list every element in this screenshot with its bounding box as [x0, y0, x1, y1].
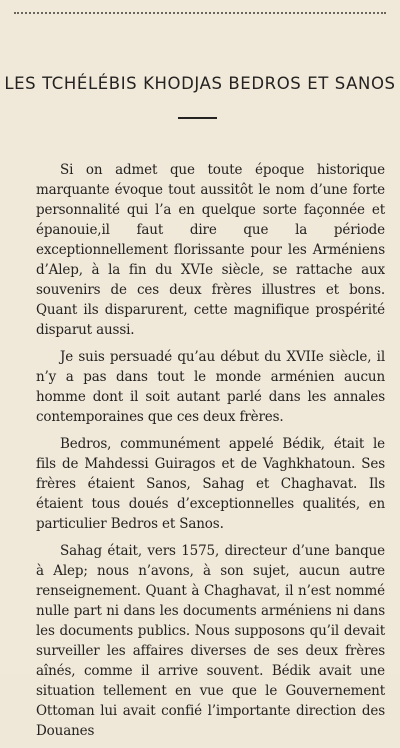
- body-text: [36, 160, 385, 748]
- paragraph-4: Sahag était, vers 1575, directeur d’une banque à Alep; nous n’avons, à son sujet, aucun autre renseignement. Quant à Chaghavat, il n’est nommé nulle part ni dans les documents arméniens ni dans les documents publics. Nous supposons qu’il devait surveiller les affaires diverses de ses deux frères aînés, comme il arrive souvent. Bédik avait une situation tellement en vue que le Gouvernement Ottoman lui avait confié l’importante direction des Douanes: [36, 543, 385, 739]
- chapter-title: LES TCHÉLÉBIS KHODJAS BEDROS ET SANOS: [4, 74, 396, 93]
- top-dotted-rule: [14, 12, 386, 14]
- paragraph-1: Si on admet que toute époque historique marquante évoque tout aussitôt le nom d’une forte personnalité qui l’a en quelque sorte façonnée et épanouie,il faut dire que la période exceptionnellement florissante pour les Arméniens d’Alep, à la fin du XVIe siècle, se rattache aux souvenirs de ces deux frères illustres et bons. Quant ils disparurent, cette magnifique prospérité disparut aussi.: [36, 162, 385, 338]
- paragraph-3: Bedros, communément appelé Bédik, était le fils de Mahdessi Guiragos et de Vaghkhatoun. Ses frères étaient Sanos, Sahag et Chaghavat. Ils étaient tous doués d’exceptionnelles qualités, en particulier Bedros et Sanos.: [36, 436, 385, 532]
- paragraph-2: Je suis persuadé qu’au début du XVIIe siècle, il n’y a pas dans tout le monde arménien aucun homme dont il soit autant parlé dans les annales contemporaines que ces deux frères.: [36, 349, 385, 425]
- title-underline-rule: [178, 117, 217, 119]
